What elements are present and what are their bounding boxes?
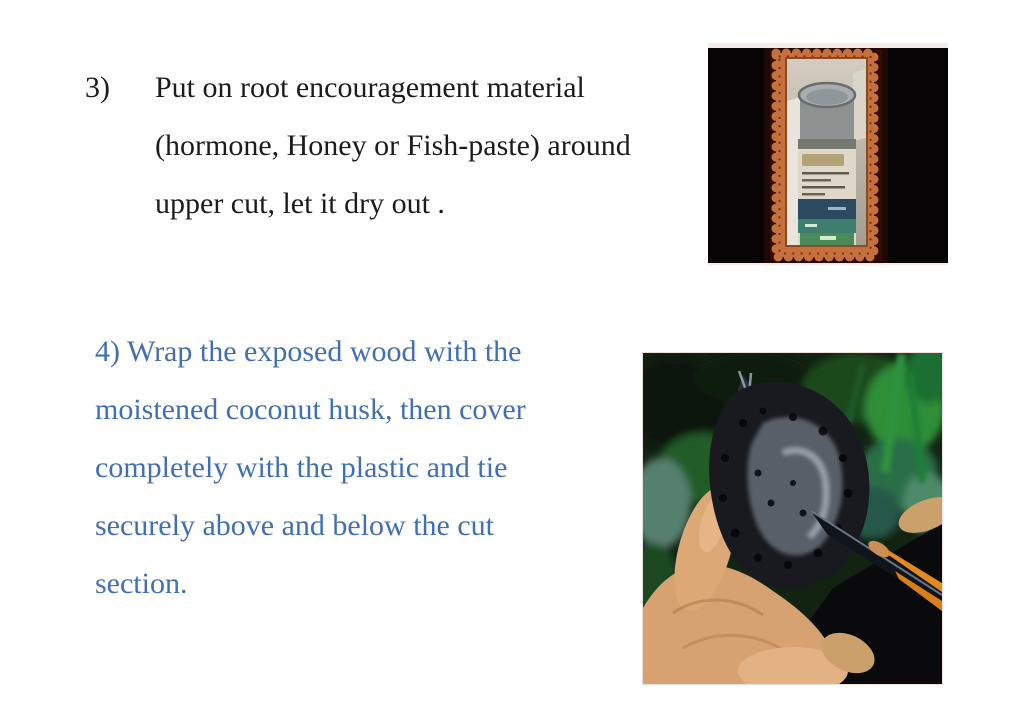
step-4-line-5: section. (95, 567, 188, 600)
label-navy-band (798, 199, 856, 219)
step-4-paragraph (95, 323, 635, 613)
label-title-blob (802, 154, 844, 166)
step-3-list-marker: 3) (85, 71, 110, 104)
step-3-line-2-text: (hormone, Honey or Fish-paste) around (155, 129, 631, 162)
step-3-line-3-text: upper cut, let it dry out . (155, 187, 445, 220)
step-3-paragraph (85, 59, 705, 233)
step-4-line-3: completely with the plastic and tie (95, 451, 508, 484)
bottle-illustration (786, 58, 867, 246)
step-4-line-1: 4) Wrap the exposed wood with the (95, 335, 522, 368)
step-3-line-1 (85, 59, 705, 117)
step-4-line-4: securely above and below the cut (95, 509, 495, 542)
step-3-line-3 (85, 175, 705, 233)
air-layer-wrap-photo (643, 353, 942, 684)
step-4-line-2: moistened coconut husk, then cover (95, 393, 526, 426)
bottle-photo (708, 43, 948, 265)
step-3-line-2 (85, 117, 705, 175)
step-3-line-1-text: Put on root encouragement material (155, 71, 585, 104)
